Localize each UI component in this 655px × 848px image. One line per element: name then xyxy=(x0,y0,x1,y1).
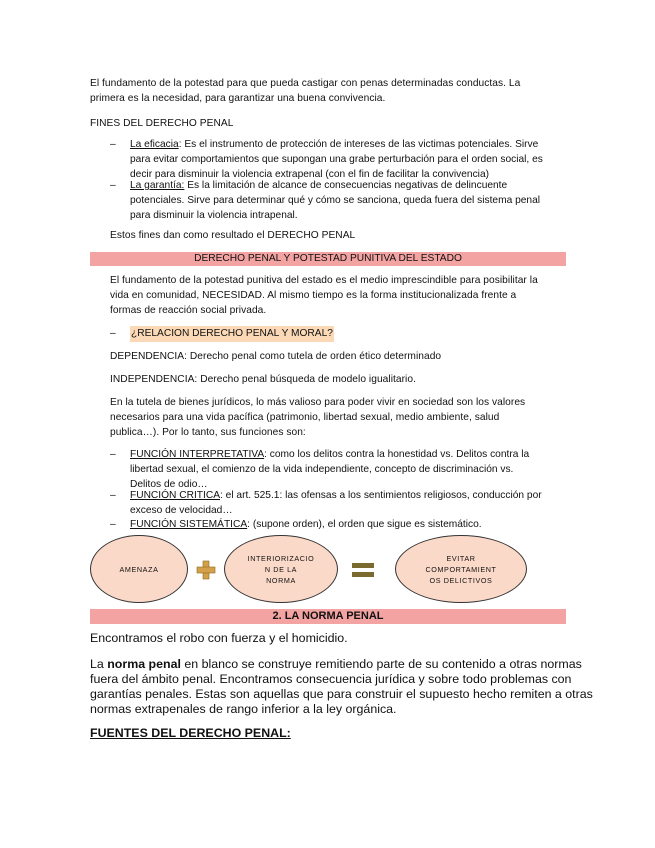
bullet-dash: – xyxy=(110,139,116,150)
interiorizacion-label-2: N DE LA xyxy=(264,564,298,574)
fines-term: La eficacia xyxy=(130,139,179,150)
funcion-term: FUNCIÓN INTERPRETATIVA xyxy=(130,449,265,460)
amenaza-label: AMENAZA xyxy=(119,564,159,574)
fines-result: Estos fines dan como resultado el DERECHO PENAL xyxy=(110,230,356,241)
bullet-dash: – xyxy=(110,490,116,501)
document-page: El fundamento de la potestad para que pueda castigar con penas determinadas conductas. La primera es la necesidad, para garantizar una buena convivencia. FINES DEL DERECHO PENAL – La eficacia: Es el instrumento de protección de intereses de las victimas potenciales. Sirve para evitar comportamientos que supongan una grabe perturbación para el orden social, es decir para disminuir la violencia extrapenal (con el fin de facilitar la convivencia) – La garantía: Es la limitación de alcance de consecuencias negativas de delincuente potenciales. Sirve para determinar qué y cómo se sanciona, queda fuera del sistema penal para disminuir la violencia intrapenal. Estos fines dan como resultado el DERECHO PENAL DERECHO PENAL Y POTESTAD PUNITIVA DEL ESTADO El fundamento de la potestad punitiva del estado es el medio imprescindible para posibilitar la vida en comunidad, NECESIDAD. Al mismo tiempo es la forma institucionalizada frente a formas de reacción social privada. – ¿RELACION DERECHO PENAL Y MORAL? DEPENDENCIA: Derecho penal como tutela de orden ético determinado INDEPENDENCIA: Derecho penal búsqueda de modelo igualitario. En la tutela de bienes jurídicos, lo más valioso para poder vivir en sociedad son los valores necesarios para una vida pacífica (patrimonio, libertad sexual, medio ambiente, salud publica…). Por lo tanto, sus funciones son: – FUNCIÓN INTERPRETATIVA: como los delitos contra la honestidad vs. Delitos contra la libertad sexual, el comienzo de la vida independiente, concepto de discriminación vs. Delitos de odio… – FUNCIÓN CRITICA: el art. 525.1: las ofensas a los sentimientos religiosos, conducción por exceso de velocidad… – FUNCIÓN SISTEMÁTICA: (supone orden), el orden que sigue es sistemático. AMENAZA INTERIORIZACIO N DE LA NORMA EVITAR COMPORTAMIENT OS DELICTIVOS 2. LA NORMA PENAL Encontramos el robo con fuerza y el homicidio. La norma penal en blanco se construye remitiendo parte de su contenido a otras normas fuera del ámbito penal. Encontramos consecuencia jurídica y sobre todo problemas con garantías penales. Estas son aquellas que para construir el supuesto hecho remiten a otras normas extrapenales de rango inferior a la ley orgánica. FUENTES DEL DERECHO PENAL: xyxy=(90,78,593,740)
equals-icon xyxy=(351,562,375,578)
interiorizacion-label-3: NORMA xyxy=(266,575,296,585)
fuentes-heading: FUENTES DEL DERECHO PENAL: xyxy=(90,726,291,740)
evitar-label-3: OS DELICTIVOS xyxy=(429,575,493,585)
fines-heading: FINES DEL DERECHO PENAL xyxy=(90,118,234,129)
norma-line-1: La norma penal en blanco se construye remitiendo parte de su contenido a otras normas xyxy=(90,657,582,671)
evitar-label-2: COMPORTAMIENT xyxy=(425,564,497,574)
norma-line-3: garantías penales. Estas son aquellas que para construir el supuesto hecho remiten a otras xyxy=(90,687,593,701)
independencia: INDEPENDENCIA: Derecho penal búsqueda de modelo igualitario. xyxy=(110,374,416,385)
evitar-label-1: EVITAR xyxy=(446,553,476,563)
tutela-line-3: publica…). Por lo tanto, sus funciones son: xyxy=(110,427,306,438)
evitar-ellipse xyxy=(395,535,527,603)
norma-line-4: normas extrapenales de rango inferior a la ley orgánica. xyxy=(90,702,397,716)
tutela-line-1: En la tutela de bienes jurídicos, lo más valioso para poder vivir en sociedad son los valores xyxy=(110,397,526,408)
intro-line-2: primera es la necesidad, para garantizar una buena convivencia. xyxy=(90,93,386,104)
bullet-dash: – xyxy=(110,180,116,191)
section-band-norma: 2. LA NORMA PENAL xyxy=(90,609,566,624)
potestad-line-3: formas de reacción social privada. xyxy=(110,305,267,316)
relacion-question: ¿RELACION DERECHO PENAL Y MORAL? xyxy=(130,326,334,342)
section-band-potestad: DERECHO PENAL Y POTESTAD PUNITIVA DEL ESTADO xyxy=(90,252,566,266)
dependencia: DEPENDENCIA: Derecho penal como tutela de orden ético determinado xyxy=(110,351,442,362)
amenaza-ellipse xyxy=(90,535,188,603)
potestad-line-1: El fundamento de la potestad punitiva del estado es el medio imprescindible para posibilitar la xyxy=(110,275,538,286)
plus-icon xyxy=(196,560,216,580)
funcion-term: FUNCIÓN SISTEMÁTICA xyxy=(130,519,248,530)
norma-line-2: fuera del ámbito penal. Encontramos consecuencia jurídica y sobre todo problemas con xyxy=(90,672,572,686)
fines-term: La garantía: xyxy=(130,180,185,191)
norma-bold-term: norma penal xyxy=(107,657,181,671)
bullet-dash: – xyxy=(110,449,116,460)
potestad-line-2: vida en comunidad, NECESIDAD. Al mismo tiempo es la forma institucionalizada frente a xyxy=(110,290,517,301)
robo-text: Encontramos el robo con fuerza y el homicidio. xyxy=(90,631,348,645)
interiorizacion-ellipse xyxy=(224,535,338,603)
intro-line-1: El fundamento de la potestad para que pueda castigar con penas determinadas conductas. La xyxy=(90,78,521,89)
interiorizacion-label-1: INTERIORIZACIO xyxy=(247,553,315,563)
bullet-dash: – xyxy=(110,519,116,530)
tutela-line-2: necesarios para una vida pacífica (patrimonio, libertad sexual, medio ambiente, salud xyxy=(110,412,500,423)
bullet-dash: – xyxy=(110,328,116,339)
funcion-term: FUNCIÓN CRITICA xyxy=(130,490,220,501)
